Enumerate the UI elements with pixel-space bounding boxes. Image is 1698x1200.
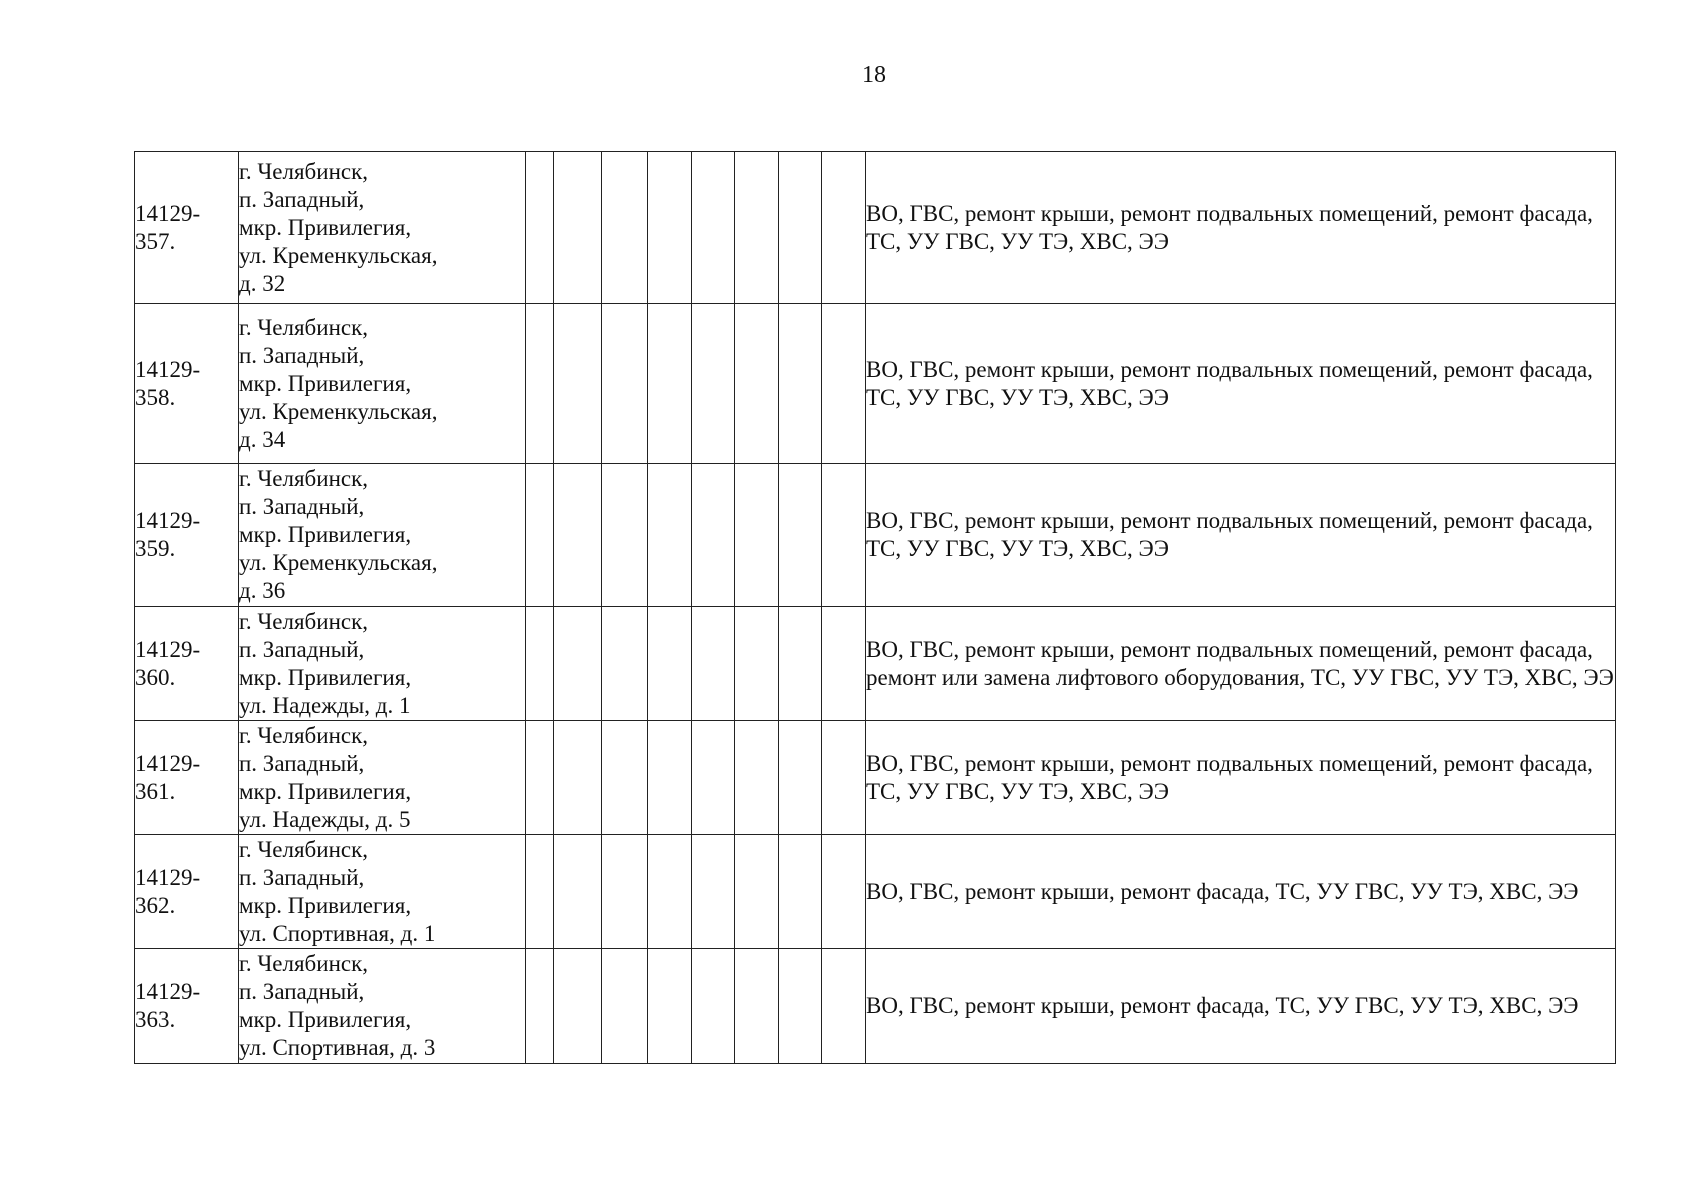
address-line: п. Западный, xyxy=(239,494,365,519)
empty-cell xyxy=(554,835,602,949)
row-id-cell xyxy=(135,949,239,1064)
empty-cell xyxy=(526,464,554,607)
address-line: г. Челябинск, xyxy=(239,722,369,748)
empty-cell xyxy=(735,949,779,1064)
empty-cell xyxy=(554,464,602,607)
empty-cell xyxy=(648,949,692,1064)
address-line: д. 32 xyxy=(239,270,286,296)
address-line: г. Челябинск, xyxy=(239,836,369,862)
address-cell xyxy=(239,607,526,721)
address-line: г. Челябинск, xyxy=(239,466,369,491)
address-line: г. Челябинск, xyxy=(239,158,369,184)
row-id-text: 14129- xyxy=(135,356,201,382)
empty-cell xyxy=(779,607,822,721)
row-id-text: 359. xyxy=(135,536,176,561)
row-id-text: 362. xyxy=(135,892,176,918)
empty-cell xyxy=(648,835,692,949)
empty-cell xyxy=(822,607,866,721)
empty-cell xyxy=(648,152,692,304)
empty-cell xyxy=(526,721,554,835)
address-cell xyxy=(239,304,526,464)
row-id-text: 14129- xyxy=(135,979,201,1004)
works-text: ВО, ГВС, ремонт крыши, ремонт подвальных помещений, ремонт фасада, ТС, УУ ГВС, УУ ТЭ, ХВС, ЭЭ xyxy=(866,356,1593,410)
empty-cell xyxy=(602,304,648,464)
works-text: ВО, ГВС, ремонт крыши, ремонт подвальных помещений, ремонт фасада, ремонт или замена лифтового оборудования, ТС, УУ ГВС, УУ ТЭ, ХВС, ЭЭ xyxy=(866,636,1614,690)
address-line: ул. Кременкульская, xyxy=(239,398,438,424)
empty-cell xyxy=(526,152,554,304)
empty-cell xyxy=(554,152,602,304)
empty-cell xyxy=(779,304,822,464)
row-id-text: 361. xyxy=(135,778,176,804)
empty-cell xyxy=(822,464,866,607)
works-cell xyxy=(866,721,1616,835)
empty-cell xyxy=(779,464,822,607)
empty-cell xyxy=(692,835,735,949)
empty-cell xyxy=(526,949,554,1064)
address-line: мкр. Привилегия, xyxy=(239,778,412,804)
empty-cell xyxy=(735,304,779,464)
row-id-cell xyxy=(135,464,239,607)
address-cell xyxy=(239,464,526,607)
works-text: ВО, ГВС, ремонт крыши, ремонт подвальных помещений, ремонт фасада, ТС, УУ ГВС, УУ ТЭ, ХВС, ЭЭ xyxy=(866,750,1593,804)
row-id-cell xyxy=(135,304,239,464)
row-id-cell xyxy=(135,835,239,949)
empty-cell xyxy=(554,607,602,721)
empty-cell xyxy=(822,835,866,949)
registry-body xyxy=(135,152,1616,1064)
empty-cell xyxy=(602,949,648,1064)
empty-cell xyxy=(822,949,866,1064)
row-id-text: 14129- xyxy=(135,508,201,533)
empty-cell xyxy=(648,464,692,607)
empty-cell xyxy=(648,721,692,835)
works-text: ВО, ГВС, ремонт крыши, ремонт фасада, ТС, УУ ГВС, УУ ТЭ, ХВС, ЭЭ xyxy=(866,993,1579,1018)
address-line: п. Западный, xyxy=(239,636,365,662)
empty-cell xyxy=(602,152,648,304)
empty-cell xyxy=(602,464,648,607)
row-id-text: 14129- xyxy=(135,864,201,890)
empty-cell xyxy=(526,607,554,721)
empty-cell xyxy=(692,152,735,304)
row-id-cell xyxy=(135,607,239,721)
empty-cell xyxy=(735,721,779,835)
table-row xyxy=(135,152,1616,304)
address-line: ул. Надежды, д. 1 xyxy=(239,692,411,718)
empty-cell xyxy=(554,949,602,1064)
address-line: мкр. Привилегия, xyxy=(239,522,412,547)
empty-cell xyxy=(779,152,822,304)
empty-cell xyxy=(692,304,735,464)
works-cell xyxy=(866,304,1616,464)
empty-cell xyxy=(648,607,692,721)
works-cell xyxy=(866,464,1616,607)
address-cell xyxy=(239,721,526,835)
works-text: ВО, ГВС, ремонт крыши, ремонт подвальных помещений, ремонт фасада, ТС, УУ ГВС, УУ ТЭ, ХВС, ЭЭ xyxy=(866,508,1593,561)
address-cell xyxy=(239,835,526,949)
works-cell xyxy=(866,152,1616,304)
address-line: п. Западный, xyxy=(239,750,365,776)
works-cell xyxy=(866,607,1616,721)
empty-cell xyxy=(602,721,648,835)
address-line: г. Челябинск, xyxy=(239,314,369,340)
address-line: ул. Кременкульская, xyxy=(239,550,438,575)
address-cell xyxy=(239,152,526,304)
address-line: ул. Надежды, д. 5 xyxy=(239,806,411,832)
table-row xyxy=(135,949,1616,1064)
empty-cell xyxy=(822,152,866,304)
address-line: п. Западный, xyxy=(239,864,365,890)
empty-cell xyxy=(735,607,779,721)
address-line: г. Челябинск, xyxy=(239,608,369,634)
registry-table xyxy=(134,151,1616,1064)
works-text: ВО, ГВС, ремонт крыши, ремонт фасада, ТС, УУ ГВС, УУ ТЭ, ХВС, ЭЭ xyxy=(866,878,1579,904)
empty-cell xyxy=(692,949,735,1064)
row-id-cell xyxy=(135,721,239,835)
address-line: п. Западный, xyxy=(239,342,365,368)
empty-cell xyxy=(692,464,735,607)
address-line: ул. Кременкульская, xyxy=(239,242,438,268)
table-row xyxy=(135,464,1616,607)
row-id-text: 358. xyxy=(135,384,176,410)
empty-cell xyxy=(779,721,822,835)
empty-cell xyxy=(602,607,648,721)
empty-cell xyxy=(554,721,602,835)
row-id-text: 363. xyxy=(135,1007,176,1032)
address-line: п. Западный, xyxy=(239,979,365,1004)
address-line: ул. Спортивная, д. 3 xyxy=(239,1035,436,1060)
address-line: д. 36 xyxy=(239,578,286,603)
table-row xyxy=(135,721,1616,835)
address-cell xyxy=(239,949,526,1064)
empty-cell xyxy=(779,835,822,949)
table-row xyxy=(135,304,1616,464)
address-line: ул. Спортивная, д. 1 xyxy=(239,920,436,946)
empty-cell xyxy=(526,835,554,949)
empty-cell xyxy=(692,607,735,721)
empty-cell xyxy=(735,152,779,304)
empty-cell xyxy=(602,835,648,949)
address-line: мкр. Привилегия, xyxy=(239,370,412,396)
empty-cell xyxy=(779,949,822,1064)
empty-cell xyxy=(822,304,866,464)
empty-cell xyxy=(692,721,735,835)
row-id-text: 14129- xyxy=(135,750,201,776)
works-text: ВО, ГВС, ремонт крыши, ремонт подвальных помещений, ремонт фасада, ТС, УУ ГВС, УУ ТЭ, ХВС, ЭЭ xyxy=(866,200,1593,254)
empty-cell xyxy=(735,835,779,949)
row-id-text: 14129- xyxy=(135,636,201,662)
row-id-text: 360. xyxy=(135,664,176,690)
works-cell xyxy=(866,949,1616,1064)
works-cell xyxy=(866,835,1616,949)
empty-cell xyxy=(554,304,602,464)
address-line: мкр. Привилегия, xyxy=(239,892,412,918)
row-id-cell xyxy=(135,152,239,304)
row-id-text: 14129- xyxy=(135,200,201,226)
address-line: мкр. Привилегия, xyxy=(239,1007,412,1032)
table-row xyxy=(135,835,1616,949)
address-line: мкр. Привилегия, xyxy=(239,214,412,240)
empty-cell xyxy=(822,721,866,835)
page-number: 18 xyxy=(862,62,886,88)
table-row xyxy=(135,607,1616,721)
address-line: д. 34 xyxy=(239,426,286,452)
address-line: г. Челябинск, xyxy=(239,951,369,976)
address-line: п. Западный, xyxy=(239,186,365,212)
empty-cell xyxy=(648,304,692,464)
row-id-text: 357. xyxy=(135,228,176,254)
empty-cell xyxy=(526,304,554,464)
empty-cell xyxy=(735,464,779,607)
address-line: мкр. Привилегия, xyxy=(239,664,412,690)
